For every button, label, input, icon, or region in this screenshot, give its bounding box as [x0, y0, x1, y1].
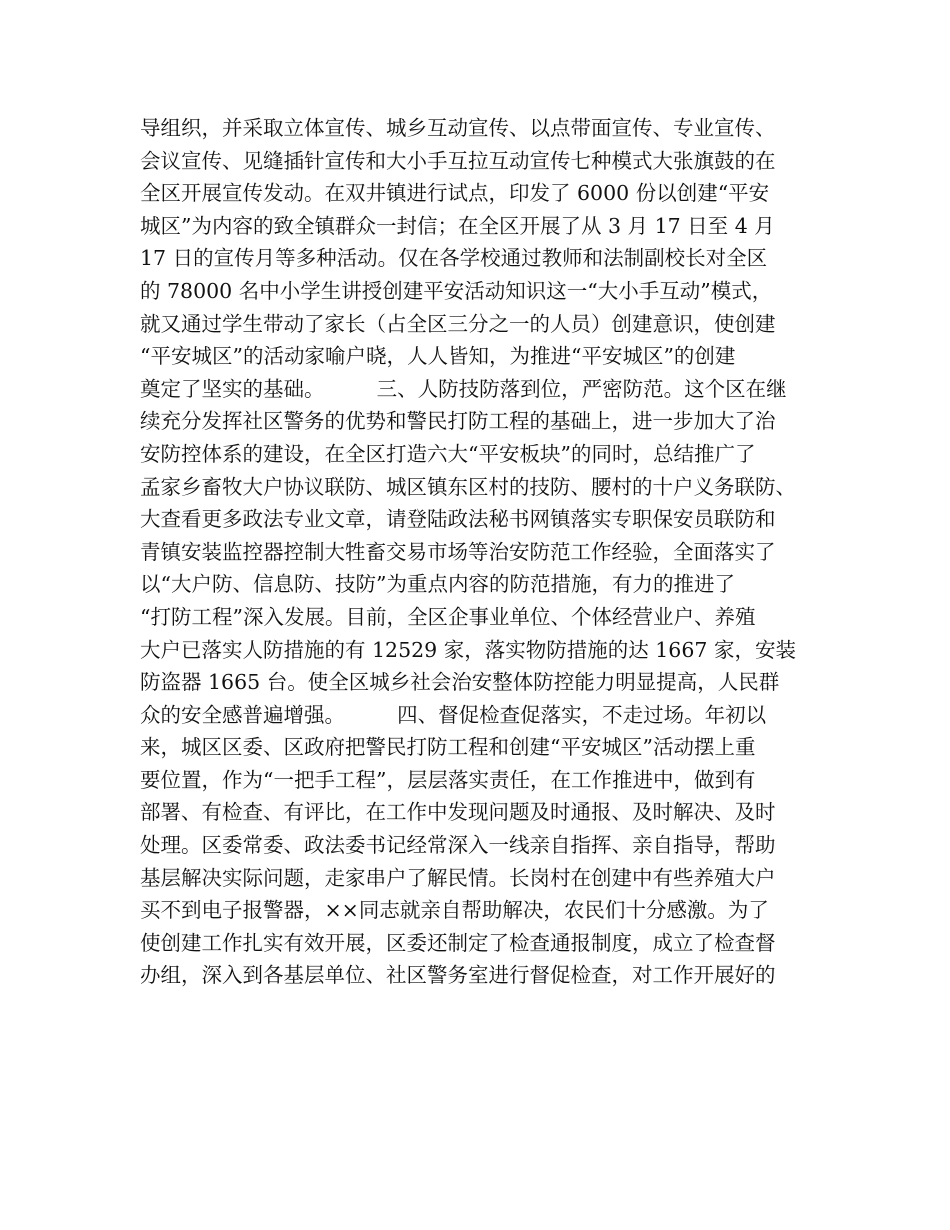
- text-line: 17 日的宣传月等多种活动。仅在各学校通过教师和法制副校长对全区: [140, 246, 768, 271]
- text-line: 导组织，并采取立体宣传、城乡互动宣传、以点带面宣传、专业宣传、: [140, 116, 776, 140]
- text-line: 青镇安装监控器控制大牲畜交易市场等治安防范工作经验，全面落实了: [140, 539, 776, 564]
- text-line: 的 78000 名中小学生讲授创建平安活动知识这一“大小手互动”模式，: [140, 278, 773, 303]
- text-line: 处理。区委常委、政法委书记经常深入一线亲自指挥、亲自指导，帮助: [140, 833, 776, 858]
- text-line: 续充分发挥社区警务的优势和警民打防工程的基础上，进一步加大了治: [140, 409, 776, 434]
- text-line: 大户已落实人防措施的有 12529 家，落实物防措施的达 1667 家，安装: [140, 637, 796, 662]
- text-line: 孟家乡畜牧大户协议联防、城区镇东区村的技防、腰村的十户义务联防、: [140, 474, 796, 499]
- body-paragraph: [140, 112, 830, 992]
- text-line: 安防控体系的建设，在全区打造六大“平安板块”的同时，总结推广了: [140, 441, 756, 466]
- text-line: 部署、有检查、有评比，在工作中发现问题及时通报、及时解决、及时: [140, 800, 776, 825]
- text-line: 全区开展宣传发动。在双井镇进行试点，印发了 6000 份以创建“平安: [140, 181, 770, 206]
- text-line: 众的安全感普遍增强。 四、督促检查促落实，不走过场。年初以: [140, 702, 767, 727]
- text-line: 奠定了坚实的基础。 三、人防技防落到位，严密防范。这个区在继: [140, 376, 787, 401]
- text-line: 以“大户防、信息防、技防”为重点内容的防范措施，有力的推进了: [140, 572, 735, 597]
- text-line: 城区”为内容的致全镇群众一封信；在全区开展了从 3 月 17 日至 4 月: [140, 213, 775, 238]
- text-line: “平安城区”的活动家喻户晓，人人皆知，为推进“平安城区”的创建: [140, 344, 736, 369]
- text-line: 基层解决实际问题，走家串户了解民情。长岗村在创建中有些养殖大户: [140, 865, 776, 890]
- text-line: 防盗器 1665 台。使全区城乡社会治安整体防控能力明显提高，人民群: [140, 670, 780, 695]
- text-line: 使创建工作扎实有效开展，区委还制定了检查通报制度，成立了检查督: [140, 930, 776, 955]
- text-line: 大查看更多政法专业文章，请登陆政法秘书网镇落实专职保安员联防和: [140, 507, 776, 532]
- text-line: 就又通过学生带动了家长（占全区三分之一的人员）创建意识，使创建: [140, 311, 776, 336]
- text-line: 买不到电子报警器，××同志就亲自帮助解决，农民们十分感激。为了: [140, 898, 769, 923]
- text-line: 要位置，作为“一把手工程”，层层落实责任，在工作推进中，做到有: [140, 767, 756, 792]
- text-line: 来，城区区委、区政府把警民打防工程和创建“平安城区”活动摆上重: [140, 735, 756, 760]
- text-line: 会议宣传、见缝插针宣传和大小手互拉互动宣传七种模式大张旗鼓的在: [140, 148, 776, 173]
- text-line: “打防工程”深入发展。目前，全区企事业单位、个体经营业户、养殖: [140, 604, 756, 629]
- text-line: 办组，深入到各基层单位、社区警务室进行督促检查，对工作开展好的: [140, 963, 776, 988]
